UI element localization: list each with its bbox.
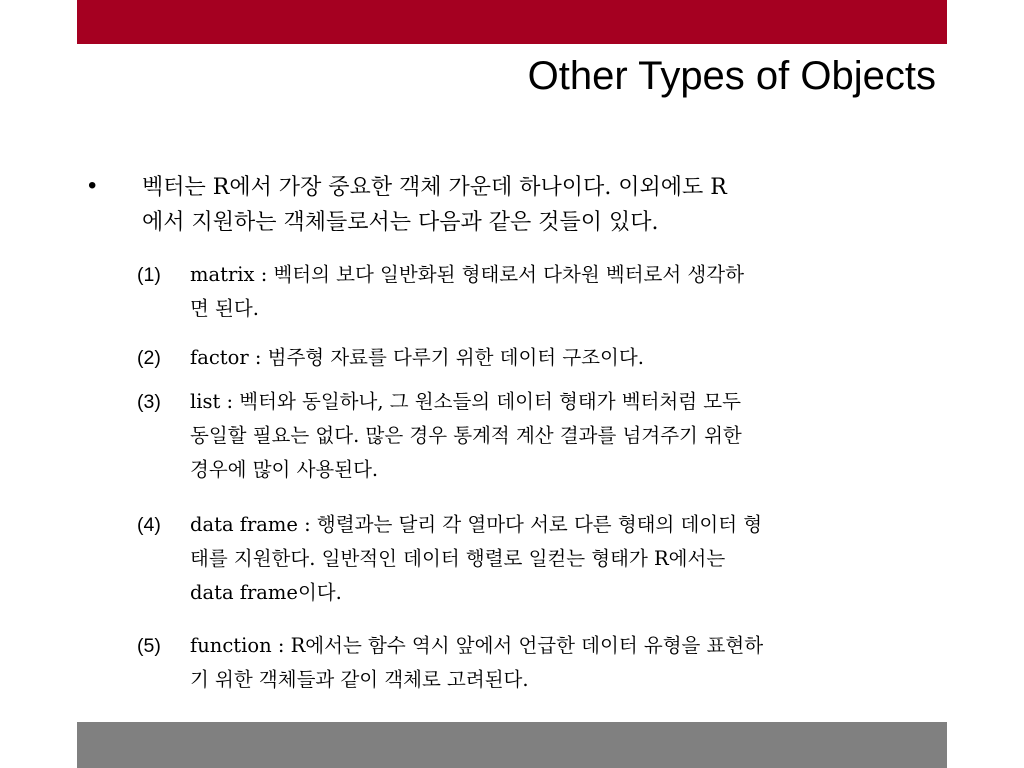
intro-line: 에서 지원하는 객체들로서는 다음과 같은 것들이 있다. [142, 210, 659, 235]
item-body [190, 629, 940, 697]
intro-line: 벡터는 R에서 가장 중요한 객체 가운데 하나이다. 이외에도 R [142, 175, 727, 200]
item-line: list : 벡터와 동일하나, 그 원소들의 데이터 형태가 벡터처럼 모두 [190, 390, 741, 413]
item-line: data frame이다. [190, 581, 342, 604]
item-number: (3) [137, 391, 161, 413]
top-accent-bar [77, 0, 947, 44]
item-line: matrix : 벡터의 보다 일반화된 형태로서 다차원 벡터로서 생각하 [190, 263, 744, 286]
item-number: (4) [137, 514, 161, 536]
item-line: factor : 범주형 자료를 다루기 위한 데이터 구조이다. [190, 346, 644, 369]
item-number: (2) [137, 347, 161, 369]
item-body [190, 258, 940, 326]
item-line: function : R에서는 함수 역시 앞에서 언급한 데이터 유형을 표현하 [190, 634, 764, 657]
item-body [190, 508, 940, 610]
item-number: (5) [137, 635, 161, 657]
item-body [190, 341, 940, 375]
item-number: (1) [137, 264, 161, 286]
item-line: 경우에 많이 사용된다. [190, 458, 379, 481]
item-line: 기 위한 객체들과 같이 객체로 고려된다. [190, 668, 529, 691]
bullet-icon: • [88, 172, 97, 199]
item-line: data frame : 행렬과는 달리 각 열마다 서로 다른 형태의 데이터 형 [190, 513, 763, 536]
item-line: 동일할 필요는 없다. 많은 경우 통계적 계산 결과를 넘겨주기 위한 [190, 424, 742, 447]
item-line: 태를 지원한다. 일반적인 데이터 행렬로 일컫는 형태가 R에서는 [190, 547, 726, 570]
item-line: 면 된다. [190, 297, 259, 320]
slide-title: Other Types of Objects [527, 54, 936, 98]
item-body [190, 385, 940, 487]
intro-paragraph [142, 170, 942, 240]
bottom-accent-bar [77, 722, 947, 768]
